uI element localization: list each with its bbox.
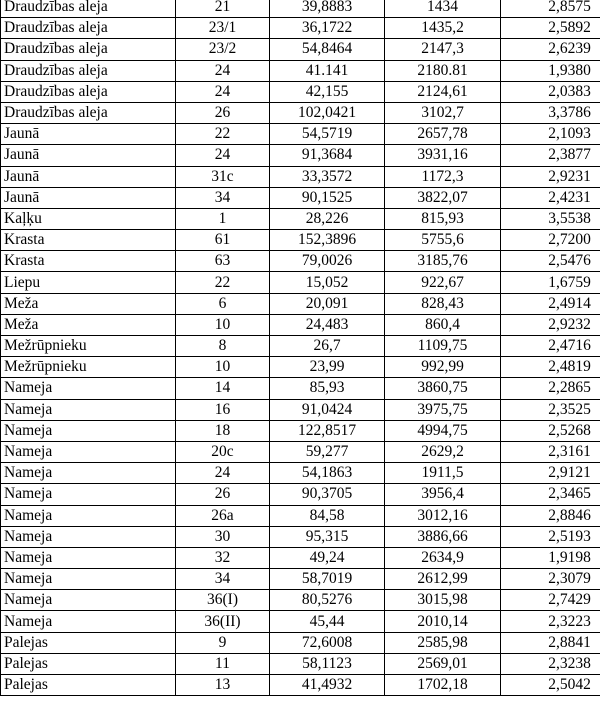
area-cell[interactable]: 49,24	[270, 547, 385, 568]
area-cell[interactable]: 91,3684	[270, 145, 385, 166]
ratio-cell[interactable]: 2,4819	[501, 357, 600, 378]
table-row	[1, 378, 600, 399]
area-cell[interactable]: 54,5719	[270, 124, 385, 145]
street-cell[interactable]: Meža	[1, 314, 176, 335]
volume-cell[interactable]: 3931,16	[385, 145, 501, 166]
table-row	[1, 0, 600, 18]
table-body	[1, 0, 600, 696]
street-cell[interactable]: Liepu	[1, 272, 176, 293]
table-row	[1, 590, 600, 611]
ratio-cell[interactable]: 2,3525	[501, 399, 600, 420]
table-row	[1, 272, 600, 293]
volume-cell[interactable]: 2180.81	[385, 60, 501, 81]
area-cell[interactable]: 54,8464	[270, 39, 385, 60]
street-cell[interactable]: Nameja	[1, 569, 176, 590]
house-number-cell[interactable]: 11	[176, 653, 270, 674]
volume-cell[interactable]: 3860,75	[385, 378, 501, 399]
ratio-cell[interactable]: 2,4914	[501, 293, 600, 314]
area-cell[interactable]: 26,7	[270, 336, 385, 357]
street-cell[interactable]: Nameja	[1, 378, 176, 399]
ratio-cell[interactable]: 2,5042	[501, 675, 600, 696]
volume-cell[interactable]: 2124,61	[385, 81, 501, 102]
area-cell[interactable]: 80,5276	[270, 590, 385, 611]
house-number-cell[interactable]: 16	[176, 399, 270, 420]
area-cell[interactable]: 95,315	[270, 526, 385, 547]
street-cell[interactable]: Nameja	[1, 547, 176, 568]
ratio-cell[interactable]: 3,3786	[501, 102, 600, 123]
table-row	[1, 357, 600, 378]
table-row	[1, 484, 600, 505]
volume-cell[interactable]: 2657,78	[385, 124, 501, 145]
house-number-cell[interactable]: 22	[176, 272, 270, 293]
area-cell[interactable]: 90,3705	[270, 484, 385, 505]
ratio-cell[interactable]: 2,4231	[501, 187, 600, 208]
house-number-cell[interactable]: 24	[176, 81, 270, 102]
ratio-cell[interactable]: 2,2865	[501, 378, 600, 399]
table-row	[1, 18, 600, 39]
street-cell[interactable]: Draudzības aleja	[1, 60, 176, 81]
area-cell[interactable]: 85,93	[270, 378, 385, 399]
street-cell[interactable]: Palejas	[1, 632, 176, 653]
area-cell[interactable]: 54,1863	[270, 463, 385, 484]
street-cell[interactable]: Nameja	[1, 526, 176, 547]
ratio-cell[interactable]: 2,8575	[501, 0, 600, 18]
house-number-cell[interactable]: 14	[176, 378, 270, 399]
street-cell[interactable]: Draudzības aleja	[1, 39, 176, 60]
ratio-cell[interactable]: 2,3877	[501, 145, 600, 166]
volume-cell[interactable]: 815,93	[385, 208, 501, 229]
table-row	[1, 463, 600, 484]
street-cell[interactable]: Mežrūpnieku	[1, 336, 176, 357]
table-row	[1, 145, 600, 166]
volume-cell[interactable]: 2147,3	[385, 39, 501, 60]
ratio-cell[interactable]: 2,9232	[501, 314, 600, 335]
volume-cell[interactable]: 3886,66	[385, 526, 501, 547]
area-cell[interactable]: 41.141	[270, 60, 385, 81]
street-cell[interactable]: Nameja	[1, 441, 176, 462]
table-row	[1, 336, 600, 357]
volume-cell[interactable]: 2629,2	[385, 441, 501, 462]
house-number-cell[interactable]: 61	[176, 230, 270, 251]
area-cell[interactable]: 23,99	[270, 357, 385, 378]
street-cell[interactable]: Meža	[1, 293, 176, 314]
table-row	[1, 441, 600, 462]
table-row	[1, 39, 600, 60]
house-number-cell[interactable]: 26	[176, 102, 270, 123]
house-number-cell[interactable]: 31c	[176, 166, 270, 187]
house-number-cell[interactable]: 23/2	[176, 39, 270, 60]
ratio-cell[interactable]: 2,5268	[501, 420, 600, 441]
volume-cell[interactable]: 3975,75	[385, 399, 501, 420]
volume-cell[interactable]: 2585,98	[385, 632, 501, 653]
house-number-cell[interactable]: 24	[176, 60, 270, 81]
ratio-cell[interactable]: 2,3079	[501, 569, 600, 590]
table-row	[1, 547, 600, 568]
area-cell[interactable]: 39,8883	[270, 0, 385, 18]
table-row	[1, 653, 600, 674]
street-cell[interactable]: Nameja	[1, 399, 176, 420]
street-cell[interactable]: Palejas	[1, 653, 176, 674]
table-row	[1, 611, 600, 632]
volume-cell[interactable]: 828,43	[385, 293, 501, 314]
area-cell[interactable]: 122,8517	[270, 420, 385, 441]
ratio-cell[interactable]: 2,3161	[501, 441, 600, 462]
volume-cell[interactable]: 3822,07	[385, 187, 501, 208]
volume-cell[interactable]: 3015,98	[385, 590, 501, 611]
ratio-cell[interactable]: 2,7200	[501, 230, 600, 251]
table-row	[1, 251, 600, 272]
street-cell[interactable]: Draudzības aleja	[1, 18, 176, 39]
table-row	[1, 399, 600, 420]
volume-cell[interactable]: 4994,75	[385, 420, 501, 441]
area-cell[interactable]: 45,44	[270, 611, 385, 632]
house-number-cell[interactable]: 21	[176, 0, 270, 18]
house-number-cell[interactable]: 6	[176, 293, 270, 314]
table-row	[1, 230, 600, 251]
area-cell[interactable]: 41,4932	[270, 675, 385, 696]
table-row	[1, 569, 600, 590]
street-cell[interactable]: Jaunā	[1, 166, 176, 187]
volume-cell[interactable]: 1172,3	[385, 166, 501, 187]
volume-cell[interactable]: 3185,76	[385, 251, 501, 272]
volume-cell[interactable]: 1109,75	[385, 336, 501, 357]
street-cell[interactable]: Palejas	[1, 675, 176, 696]
table-row	[1, 166, 600, 187]
street-cell[interactable]: Nameja	[1, 484, 176, 505]
house-number-cell[interactable]: 26a	[176, 505, 270, 526]
ratio-cell[interactable]: 2,9231	[501, 166, 600, 187]
ratio-cell[interactable]: 2,0383	[501, 81, 600, 102]
ratio-cell[interactable]: 2,1093	[501, 124, 600, 145]
table-row	[1, 187, 600, 208]
volume-cell[interactable]: 922,67	[385, 272, 501, 293]
volume-cell[interactable]: 5755,6	[385, 230, 501, 251]
ratio-cell[interactable]: 2,5193	[501, 526, 600, 547]
house-number-cell[interactable]: 9	[176, 632, 270, 653]
house-number-cell[interactable]: 34	[176, 569, 270, 590]
house-number-cell[interactable]: 20c	[176, 441, 270, 462]
area-cell[interactable]: 33,3572	[270, 166, 385, 187]
house-number-cell[interactable]: 8	[176, 336, 270, 357]
street-cell[interactable]: Jaunā	[1, 145, 176, 166]
volume-cell[interactable]: 1911,5	[385, 463, 501, 484]
volume-cell[interactable]: 3956,4	[385, 484, 501, 505]
house-number-cell[interactable]: 32	[176, 547, 270, 568]
ratio-cell[interactable]: 2,9121	[501, 463, 600, 484]
area-cell[interactable]: 28,226	[270, 208, 385, 229]
table-row	[1, 208, 600, 229]
area-cell[interactable]: 42,155	[270, 81, 385, 102]
street-cell[interactable]: Draudzības aleja	[1, 81, 176, 102]
volume-cell[interactable]: 1702,18	[385, 675, 501, 696]
volume-cell[interactable]: 1434	[385, 0, 501, 18]
house-number-cell[interactable]: 36(II)	[176, 611, 270, 632]
area-cell[interactable]: 58,7019	[270, 569, 385, 590]
house-number-cell[interactable]: 18	[176, 420, 270, 441]
house-number-cell[interactable]: 36(I)	[176, 590, 270, 611]
volume-cell[interactable]: 3012,16	[385, 505, 501, 526]
area-cell[interactable]: 72,6008	[270, 632, 385, 653]
area-cell[interactable]: 20,091	[270, 293, 385, 314]
table-row	[1, 293, 600, 314]
house-number-cell[interactable]: 30	[176, 526, 270, 547]
ratio-cell[interactable]: 1,9380	[501, 60, 600, 81]
street-cell[interactable]: Krasta	[1, 230, 176, 251]
street-cell[interactable]: Jaunā	[1, 124, 176, 145]
area-cell[interactable]: 152,3896	[270, 230, 385, 251]
ratio-cell[interactable]: 2,8846	[501, 505, 600, 526]
area-cell[interactable]: 90,1525	[270, 187, 385, 208]
street-cell[interactable]: Jaunā	[1, 187, 176, 208]
street-cell[interactable]: Nameja	[1, 420, 176, 441]
table-row	[1, 81, 600, 102]
table-row	[1, 314, 600, 335]
street-cell[interactable]: Mežrūpnieku	[1, 357, 176, 378]
ratio-cell[interactable]: 2,6239	[501, 39, 600, 60]
table-row	[1, 102, 600, 123]
volume-cell[interactable]: 2569,01	[385, 653, 501, 674]
house-number-cell[interactable]: 10	[176, 357, 270, 378]
street-cell[interactable]: Krasta	[1, 251, 176, 272]
ratio-cell[interactable]: 2,3465	[501, 484, 600, 505]
ratio-cell[interactable]: 2,5892	[501, 18, 600, 39]
area-cell[interactable]: 59,277	[270, 441, 385, 462]
street-cell[interactable]: Draudzības aleja	[1, 0, 176, 18]
ratio-cell[interactable]: 3,5538	[501, 208, 600, 229]
area-cell[interactable]: 102,0421	[270, 102, 385, 123]
street-cell[interactable]: Kaļķu	[1, 208, 176, 229]
street-cell[interactable]: Nameja	[1, 463, 176, 484]
house-number-cell[interactable]: 10	[176, 314, 270, 335]
volume-cell[interactable]: 860,4	[385, 314, 501, 335]
ratio-cell[interactable]: 1,9198	[501, 547, 600, 568]
house-number-cell[interactable]: 63	[176, 251, 270, 272]
street-cell[interactable]: Nameja	[1, 611, 176, 632]
area-cell[interactable]: 79,0026	[270, 251, 385, 272]
house-number-cell[interactable]: 26	[176, 484, 270, 505]
house-number-cell[interactable]: 1	[176, 208, 270, 229]
area-cell[interactable]: 24,483	[270, 314, 385, 335]
house-number-cell[interactable]: 24	[176, 463, 270, 484]
street-cell[interactable]: Nameja	[1, 505, 176, 526]
street-cell[interactable]: Draudzības aleja	[1, 102, 176, 123]
table-row	[1, 124, 600, 145]
area-cell[interactable]: 91,0424	[270, 399, 385, 420]
house-number-cell[interactable]: 23/1	[176, 18, 270, 39]
ratio-cell[interactable]: 2,5476	[501, 251, 600, 272]
house-number-cell[interactable]: 13	[176, 675, 270, 696]
volume-cell[interactable]: 2634,9	[385, 547, 501, 568]
volume-cell[interactable]: 1435,2	[385, 18, 501, 39]
table-row	[1, 420, 600, 441]
ratio-cell[interactable]: 2,3223	[501, 611, 600, 632]
ratio-cell[interactable]: 2,3238	[501, 653, 600, 674]
house-number-cell[interactable]: 34	[176, 187, 270, 208]
table-row	[1, 505, 600, 526]
table-row	[1, 60, 600, 81]
house-number-cell[interactable]: 22	[176, 124, 270, 145]
house-number-cell[interactable]: 24	[176, 145, 270, 166]
volume-cell[interactable]: 2612,99	[385, 569, 501, 590]
volume-cell[interactable]: 3102,7	[385, 102, 501, 123]
area-cell[interactable]: 58,1123	[270, 653, 385, 674]
table-row	[1, 526, 600, 547]
ratio-cell[interactable]: 1,6759	[501, 272, 600, 293]
area-cell[interactable]: 84,58	[270, 505, 385, 526]
table-row	[1, 675, 600, 696]
table-row	[1, 632, 600, 653]
volume-cell[interactable]: 2010,14	[385, 611, 501, 632]
area-cell[interactable]: 36,1722	[270, 18, 385, 39]
ratio-cell[interactable]: 2,4716	[501, 336, 600, 357]
ratio-cell[interactable]: 2,8841	[501, 632, 600, 653]
area-cell[interactable]: 15,052	[270, 272, 385, 293]
volume-cell[interactable]: 992,99	[385, 357, 501, 378]
ratio-cell[interactable]: 2,7429	[501, 590, 600, 611]
street-cell[interactable]: Nameja	[1, 590, 176, 611]
